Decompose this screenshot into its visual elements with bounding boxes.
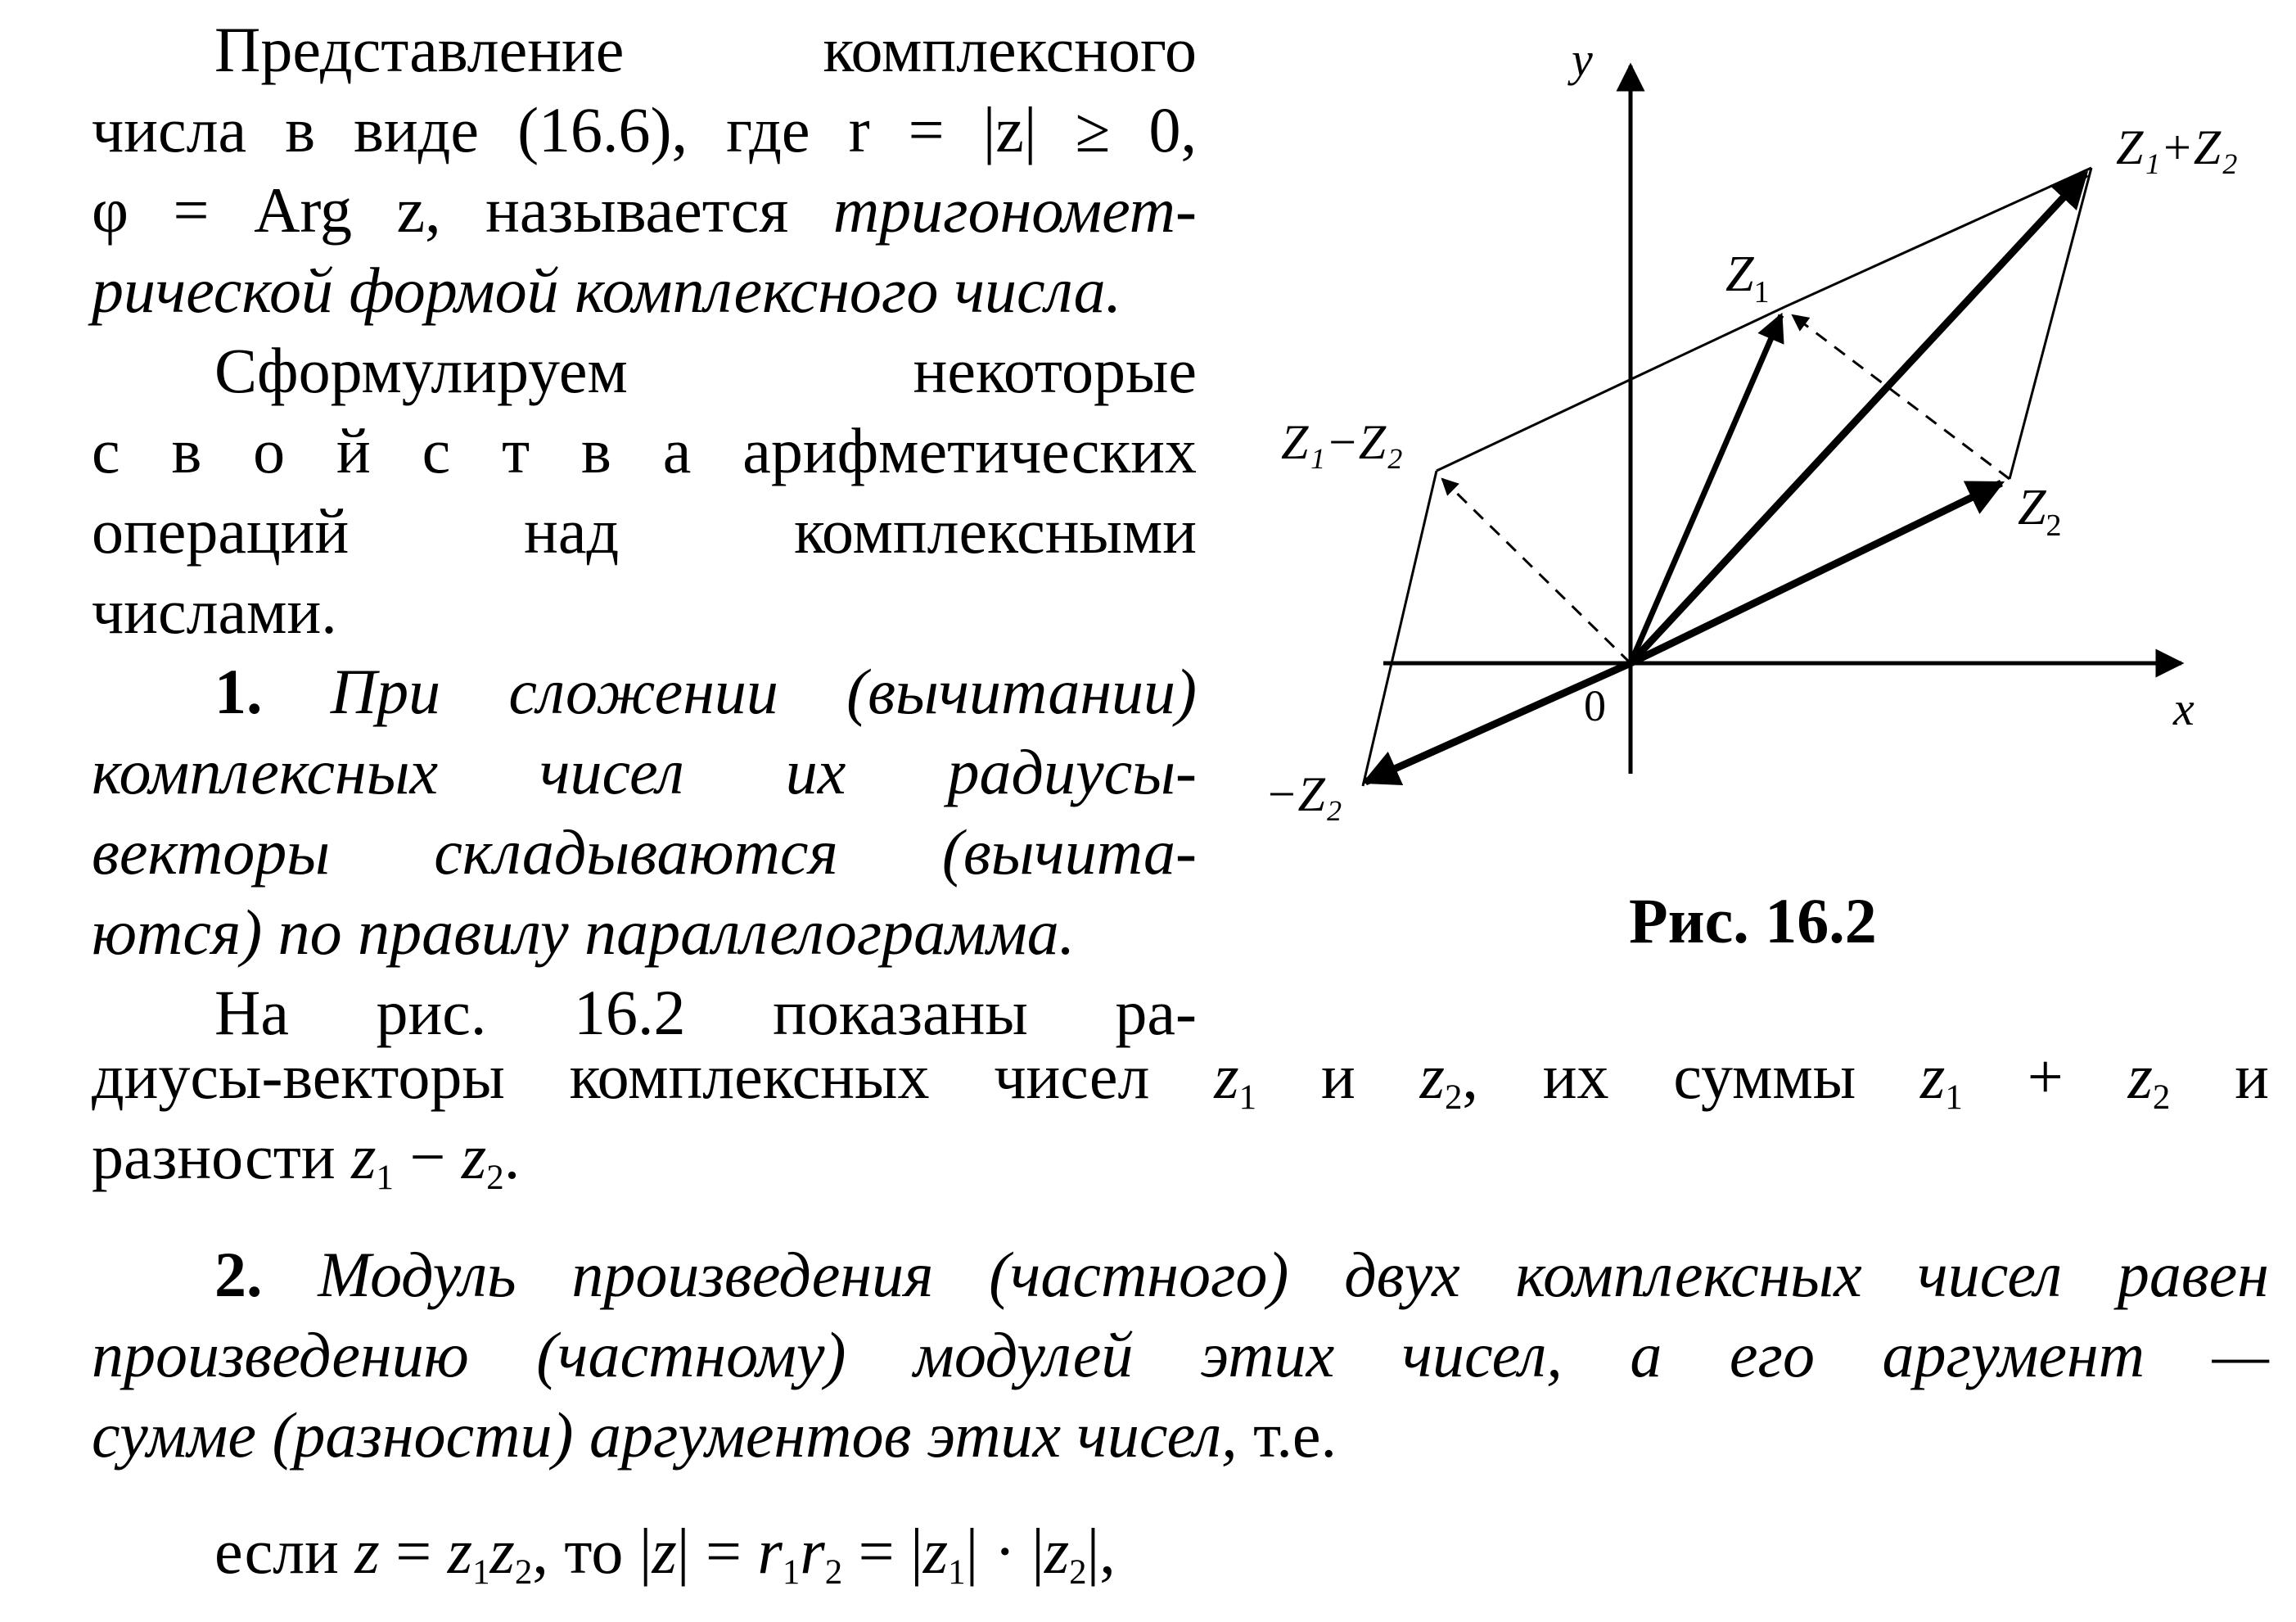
p3-number: 1. — [214, 656, 263, 727]
word-sums: , их суммы — [1462, 1041, 1920, 1112]
edge-z1-to-sum — [1784, 168, 2091, 307]
sub-1: 1 — [472, 1552, 490, 1592]
full-line1-text: диусы-векторы комплексных чисел — [92, 1041, 1215, 1112]
p1-line4: рической формой комплексного числа. — [92, 255, 1122, 326]
equals: = — [842, 1516, 911, 1587]
p3-line1-text: При сложении (вычитании) — [330, 656, 1197, 727]
p1-line3-italic: тригономет- — [832, 174, 1197, 246]
period: . — [503, 1121, 521, 1192]
equals: = — [379, 1516, 448, 1587]
neg-z2-label: −Z₂ — [1265, 767, 1342, 821]
p1-line3-normal: φ = Arg z, называется — [92, 174, 833, 246]
var-z: z — [461, 1121, 487, 1192]
x-label: x — [2173, 682, 2195, 735]
sub-2: 2 — [514, 1552, 533, 1592]
equals: = — [689, 1516, 758, 1587]
p3-line2: комплексных чисел их радиусы- — [92, 736, 1197, 807]
p4-line1: На рис. 16.2 показаны ра- — [214, 977, 1197, 1048]
abs-bar: | — [910, 1516, 923, 1587]
var-z: z — [354, 1516, 380, 1587]
vector-sum — [1631, 174, 2086, 663]
var-z: z — [447, 1516, 473, 1587]
sub-1: 1 — [782, 1552, 801, 1592]
p1-line2: числа в виде (16.6), где r = |z| ≥ 0, — [92, 94, 1197, 165]
full-line2-text: разности — [92, 1121, 352, 1192]
sum-label: Z₁+Z₂ — [2116, 120, 2238, 174]
z1-label — [1725, 246, 1769, 309]
var-z: z — [2127, 1041, 2153, 1112]
p5-line3-italic: сумме (разности) аргументов этих чисел, — [92, 1399, 1238, 1471]
sub-2: 2 — [486, 1158, 504, 1197]
p1-line1: Представление комплексного — [214, 14, 1197, 85]
p5-line2: произведению (частному) модулей этих чисел, а его аргумент — — [92, 1319, 2269, 1390]
p3-line3: векторы складываются (вычита- — [92, 816, 1197, 888]
word-and: и — [1256, 1041, 1420, 1112]
unused-guide — [1437, 168, 2284, 479]
var-z: z — [1920, 1041, 1946, 1112]
var-z: z — [922, 1516, 949, 1587]
p2-line1: Сформулируем некоторые — [214, 335, 1197, 406]
p5-line1 — [92, 1235, 2269, 1315]
edge-diff-to-z1 — [1437, 307, 1784, 471]
formula-line — [214, 1515, 1116, 1593]
abs-bar: | — [1086, 1516, 1100, 1587]
sub-2: 2 — [2152, 1078, 2171, 1117]
p1-line3 — [92, 170, 1197, 251]
sub-1: 1 — [376, 1158, 394, 1197]
abs-bar: | — [1031, 1516, 1044, 1587]
p5-line3-normal: т.е. — [1237, 1399, 1337, 1471]
minus-sign: − — [393, 1121, 462, 1192]
origin-label: 0 — [1584, 681, 1606, 730]
p3-line1 — [92, 652, 1197, 732]
vector-z1 — [1631, 315, 1781, 663]
figure-caption: Рис. 16.2 — [1629, 885, 1877, 956]
y-label: y — [1572, 33, 1593, 86]
p2-line2 — [92, 411, 1197, 491]
var-z: z — [1214, 1041, 1239, 1112]
p5-line1-text: Модуль произведения (частного) двух комплексных чисел равен — [318, 1239, 2269, 1310]
var-z: z — [351, 1121, 377, 1192]
dashed-diff-vector — [1442, 479, 1631, 663]
p3-line4: ются) по правилу параллелограмма. — [92, 897, 1076, 968]
abs-bar: | — [638, 1516, 652, 1587]
diff-label: Z₁−Z₂ — [1281, 415, 1403, 469]
property2-block — [92, 1235, 2269, 1475]
var-z: z — [652, 1516, 677, 1587]
z1-sub: 1 — [1753, 275, 1770, 309]
var-r: r — [800, 1516, 825, 1587]
p5-line3 — [92, 1395, 2269, 1475]
dot: · — [978, 1516, 1032, 1587]
p5-number: 2. — [214, 1239, 263, 1310]
formula-if: если — [214, 1516, 355, 1587]
formula-then: , то — [532, 1516, 639, 1587]
abs-bar: | — [676, 1516, 690, 1587]
p2-line2-spaced: с в о й с т в а — [92, 415, 692, 486]
z2-sub: 2 — [2046, 508, 2062, 543]
word-and-end: и — [2170, 1041, 2269, 1112]
sub-2: 2 — [1069, 1552, 1087, 1592]
left-text-column — [92, 10, 1197, 1053]
p2-line2-rest: арифметических — [742, 415, 1197, 486]
var-z: z — [489, 1516, 515, 1587]
p2-line4: числами. — [92, 576, 337, 647]
p2-line3: операций над комплексными — [92, 495, 1197, 567]
z2-letter: Z — [2018, 480, 2046, 535]
z2-label — [2018, 480, 2061, 543]
full-width-line2 — [92, 1117, 2269, 1218]
edge-diff-to-negz2 — [1363, 471, 1437, 786]
var-r: r — [757, 1516, 783, 1587]
var-z: z — [1044, 1516, 1070, 1587]
sub-1: 1 — [1945, 1078, 1963, 1117]
sub-2: 2 — [1444, 1078, 1463, 1117]
vector-diagram — [1244, 25, 2284, 843]
vector-z2 — [1631, 483, 2001, 663]
plus-sign: + — [1962, 1041, 2128, 1112]
comma: , — [1099, 1516, 1116, 1587]
sub-1: 1 — [948, 1552, 966, 1592]
sub-2: 2 — [824, 1552, 843, 1592]
sub-1: 1 — [1238, 1078, 1257, 1117]
z1-letter: Z — [1725, 246, 1754, 302]
abs-bar: | — [965, 1516, 979, 1587]
full-line2 — [92, 1117, 2269, 1218]
var-z: z — [1419, 1041, 1445, 1112]
